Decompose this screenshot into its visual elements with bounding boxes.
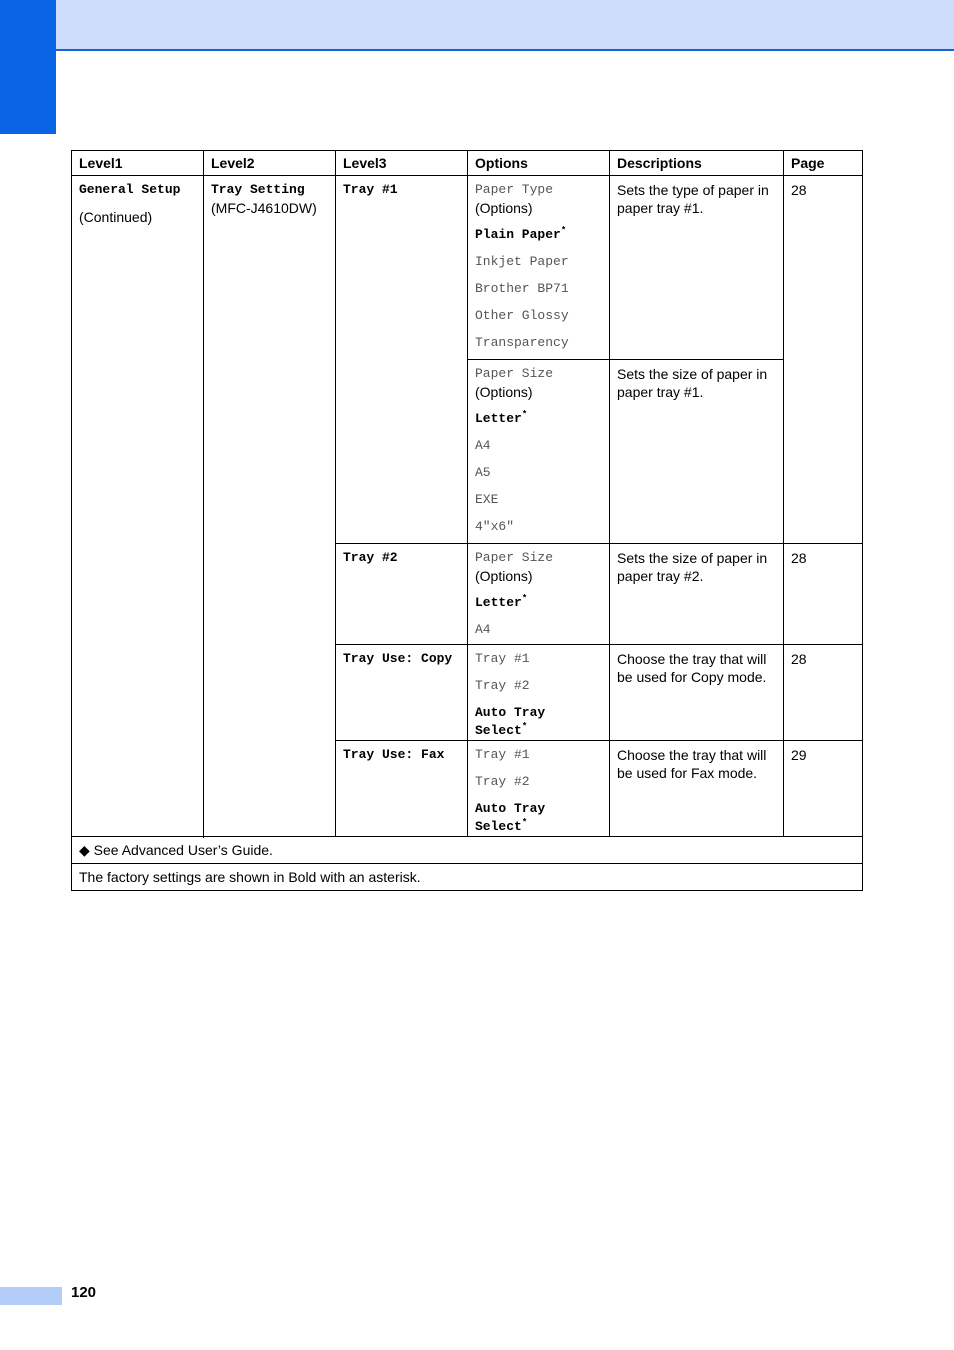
option-subtitle: (Options) [475, 384, 533, 400]
level2-cell [204, 176, 336, 837]
option-value: Tray #2 [475, 678, 530, 693]
option-value: A4 [475, 438, 491, 453]
options-cell [468, 360, 610, 544]
level3-tray-use-fax: Tray Use: Fax [343, 747, 445, 762]
description-cell: Sets the size of paper in paper tray #1. [610, 360, 784, 544]
option-default: Plain Paper* [475, 225, 567, 242]
factory-settings-note: The factory settings are shown in Bold with an asterisk. [72, 864, 863, 891]
description-cell: Choose the tray that will be used for Copy mode. [610, 645, 784, 741]
col-header-level3: Level3 [336, 151, 468, 176]
option-value: EXE [475, 492, 499, 507]
option-value: 4"x6" [475, 519, 515, 534]
level1-name: General Setup [79, 182, 181, 197]
note-row [72, 837, 863, 864]
option-value: Tray #2 [475, 774, 530, 789]
option-value: Tray #1 [475, 747, 530, 762]
description-cell: Sets the size of paper in paper tray #2. [610, 544, 784, 645]
header-band [0, 0, 954, 51]
option-value: Inkjet Paper [475, 254, 569, 269]
option-default: Auto Tray Select* [475, 705, 546, 738]
col-header-level2: Level2 [204, 151, 336, 176]
note-row [72, 864, 863, 891]
advanced-guide-note [72, 837, 863, 864]
option-title: Paper Size [475, 550, 554, 565]
options-cell [468, 741, 610, 837]
options-cell [468, 645, 610, 741]
option-value: Brother BP71 [475, 281, 569, 296]
option-default: Letter* [475, 409, 528, 426]
level3-cell [336, 176, 468, 544]
col-header-descriptions: Descriptions [610, 151, 784, 176]
page-cell: 29 [784, 741, 863, 837]
option-title: Paper Type [475, 182, 554, 197]
option-default: Auto Tray Select* [475, 801, 546, 834]
table-header-row [72, 151, 863, 176]
level3-tray2: Tray #2 [343, 550, 398, 565]
option-value: Tray #1 [475, 651, 530, 666]
option-value: A5 [475, 465, 491, 480]
description-cell: Choose the tray that will be used for Fax mode. [610, 741, 784, 837]
level3-cell [336, 544, 468, 645]
diamond-icon: ◆ [79, 842, 90, 858]
page-cell: 28 [784, 544, 863, 645]
options-cell [468, 544, 610, 645]
option-subtitle: (Options) [475, 568, 533, 584]
menu-table [71, 150, 863, 891]
chapter-tab [0, 0, 56, 134]
option-subtitle: (Options) [475, 200, 533, 216]
level2-model: (MFC-J4610DW) [211, 200, 317, 216]
advanced-guide-text: See Advanced User’s Guide. [93, 842, 273, 858]
col-header-options: Options [468, 151, 610, 176]
col-header-page: Page [784, 151, 863, 176]
page-cell: 28 [784, 645, 863, 741]
option-title: Paper Size [475, 366, 554, 381]
level1-cell [72, 176, 204, 837]
description-cell: Sets the type of paper in paper tray #1. [610, 176, 784, 360]
level3-tray-use-copy: Tray Use: Copy [343, 651, 453, 666]
options-cell [468, 176, 610, 360]
option-value: Transparency [475, 335, 569, 350]
footer-bar [0, 1287, 62, 1305]
table-row [72, 176, 863, 360]
option-value: Other Glossy [475, 308, 569, 323]
level3-tray1: Tray #1 [343, 182, 398, 197]
level1-continued: (Continued) [79, 209, 153, 225]
level3-cell [336, 645, 468, 741]
level2-name: Tray Setting [211, 182, 305, 197]
option-default: Letter* [475, 593, 528, 610]
option-value: A4 [475, 622, 491, 637]
page-number: 120 [71, 1284, 97, 1301]
col-header-level1: Level1 [72, 151, 204, 176]
page-cell: 28 [784, 176, 863, 544]
level3-cell [336, 741, 468, 837]
